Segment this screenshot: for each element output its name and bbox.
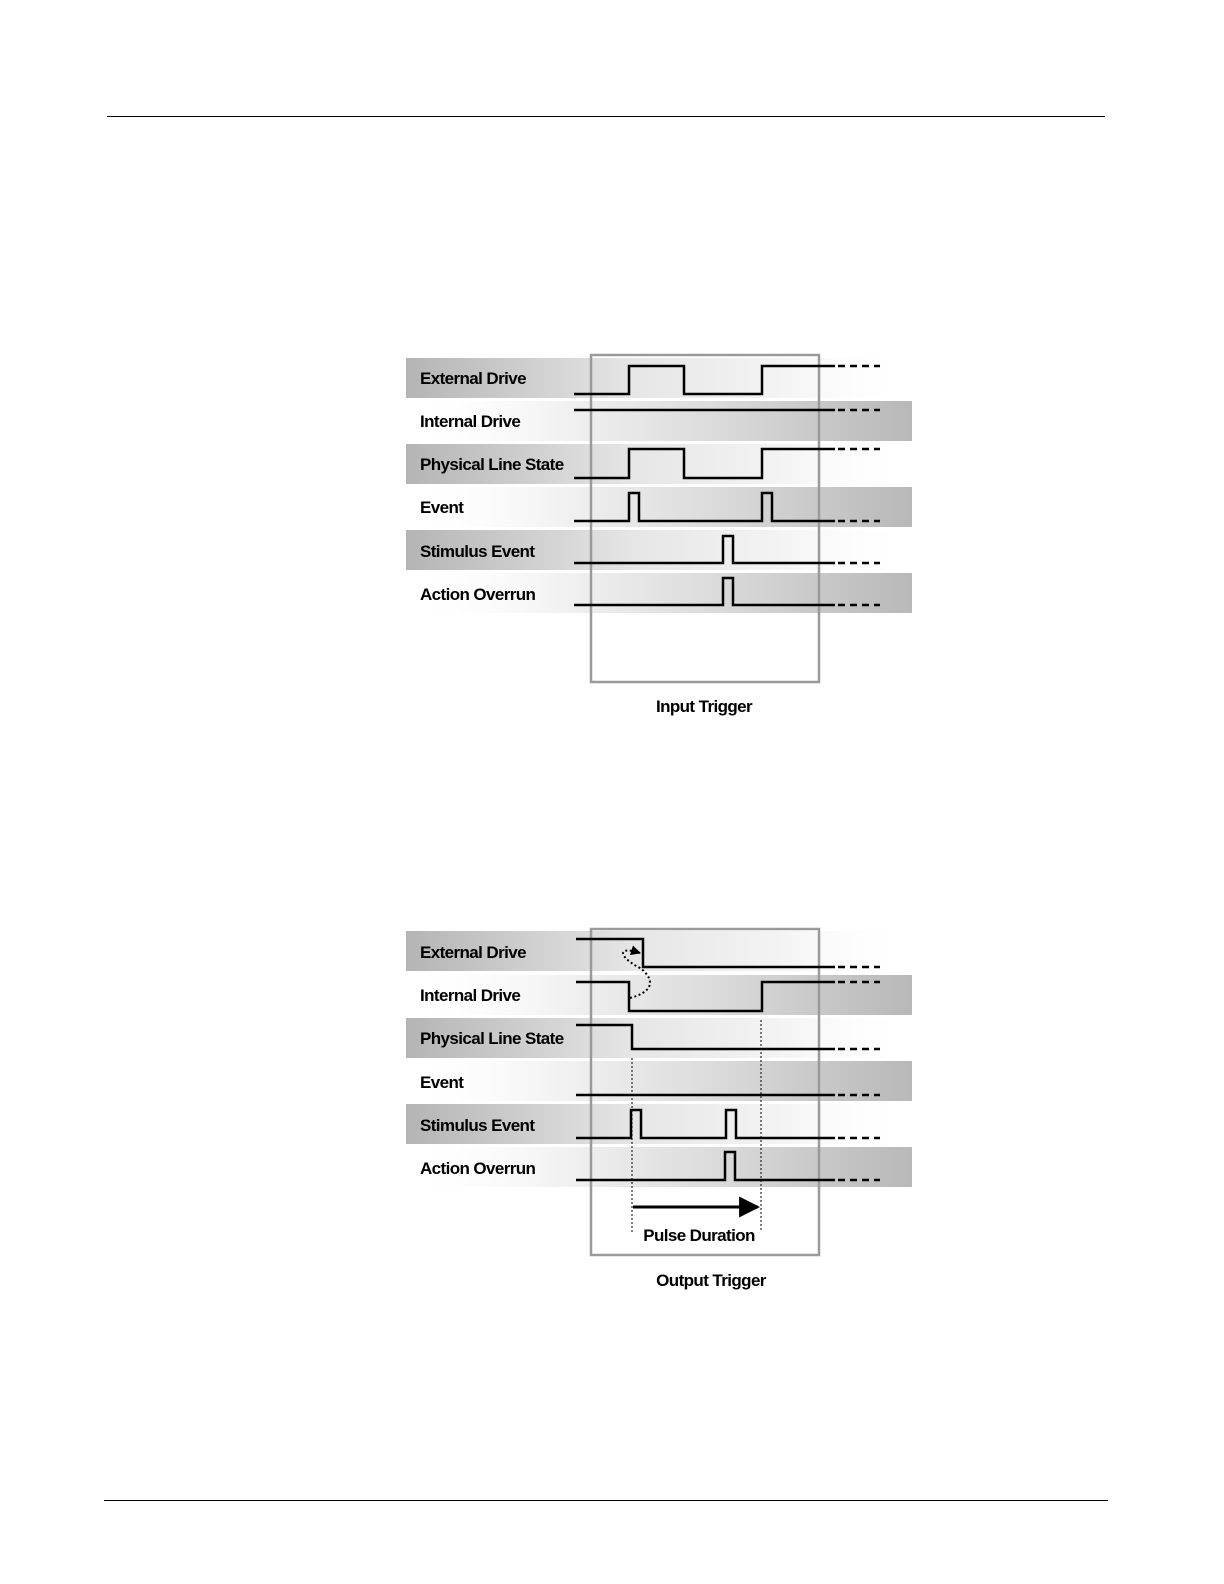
input-trigger-caption: Input Trigger — [655, 697, 753, 716]
pulse-duration-label: Pulse Duration — [643, 1226, 755, 1245]
output-row-bands — [406, 931, 912, 1187]
row-label: External Drive — [420, 943, 526, 962]
input-row-bands — [406, 358, 912, 613]
output-trigger-caption: Output Trigger — [656, 1271, 766, 1290]
row-label: Event — [420, 498, 464, 517]
row-label: Physical Line State — [420, 455, 564, 474]
row-label: Internal Drive — [420, 986, 521, 1005]
row-label: Stimulus Event — [420, 542, 535, 561]
row-label: Internal Drive — [420, 412, 521, 431]
footer-rule — [104, 1500, 1108, 1501]
row-label: Physical Line State — [420, 1029, 564, 1048]
row-label: Event — [420, 1073, 464, 1092]
row-label: External Drive — [420, 369, 526, 388]
row-label: Action Overrun — [420, 585, 536, 604]
row-label: Action Overrun — [420, 1159, 536, 1178]
row-label: Stimulus Event — [420, 1116, 535, 1135]
